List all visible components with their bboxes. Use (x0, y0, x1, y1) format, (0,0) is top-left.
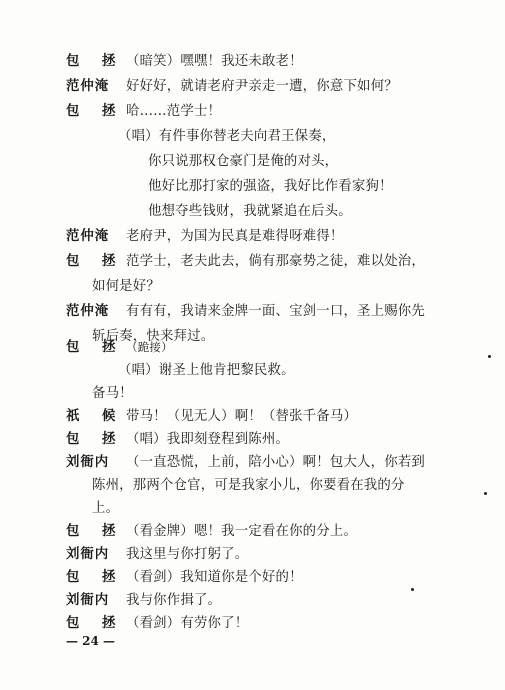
line-text: 陈州，那两个仓官，可是我家小儿，你要看在我的分 (92, 478, 405, 493)
line-text: 哈……范学士！ (126, 104, 222, 119)
continuation-line (92, 497, 119, 516)
speaker-name: 包 拯 (66, 103, 125, 119)
dialogue-line (66, 451, 425, 470)
line-text: 老府尹，为国为民真是难得呀难得！ (126, 229, 344, 244)
scan-speck (484, 492, 487, 495)
speaker-name: 包 拯 (66, 615, 125, 631)
line-text: 如何是好？ (92, 279, 160, 294)
speaker-name: 包 拯 (66, 431, 125, 447)
line-text: 你只说那权仓豪门是俺的对头， (148, 154, 339, 169)
continuation-line (92, 474, 405, 493)
line-text: 上。 (92, 501, 120, 516)
speaker-name: 包 拯 (66, 523, 125, 539)
line-text: （一直恐慌，上前，陪小心）啊！包大人，你若到 (126, 455, 425, 470)
speaker-name: 范仲淹 (66, 303, 110, 319)
speaker-name: 包 拯 (66, 53, 125, 69)
line-text: 我这里与你打躬了。 (126, 547, 249, 562)
line-text: （唱）谢圣上他肯把黎民救。 (118, 363, 295, 378)
sung-verse (148, 200, 352, 219)
scan-speck (488, 355, 491, 358)
speaker-name: 刘衙内 (66, 454, 110, 470)
continuation-line (92, 275, 160, 294)
dialogue-line (66, 250, 425, 269)
dialogue-line (66, 100, 221, 119)
speaker-name: 包 拯 (66, 253, 125, 269)
dialogue-line (66, 225, 343, 244)
scan-speck (411, 588, 414, 591)
line-text: （看剑）有劳你了！ (126, 616, 249, 631)
continuation-line (92, 382, 133, 401)
sung-verse (118, 125, 335, 144)
dialogue-line (66, 543, 248, 562)
speaker-name: 范仲淹 (66, 228, 110, 244)
speaker-name: 刘衙内 (66, 592, 110, 608)
dialogue-line (66, 520, 357, 539)
line-text: 我与你作揖了。 (126, 593, 222, 608)
line-text: 斩后奏，快来拜过。 (92, 329, 215, 344)
speaker-name: 范仲淹 (66, 78, 110, 94)
sung-verse (118, 359, 295, 378)
line-text: 他好比那打家的强盗，我好比作看家狗！ (148, 179, 393, 194)
line-text: （跪接） (126, 340, 173, 354)
line-text: 备马！ (92, 386, 133, 401)
dialogue-line (66, 50, 303, 69)
line-text: （看金牌）嗯！我一定看在你的分上。 (126, 524, 358, 539)
dialogue-line (66, 589, 221, 608)
line-text: （暗笑）嘿嘿！我还未敢老！ (126, 54, 303, 69)
line-text: 他想夺些钱财，我就紧追在后头。 (148, 204, 352, 219)
line-text: 范学士，老夫此去，倘有那豪势之徒，难以处治， (126, 254, 425, 269)
sung-verse (148, 175, 393, 194)
line-text: （唱）有件事你替老夫向君王保奏， (118, 129, 336, 144)
dialogue-line (66, 612, 248, 631)
sung-verse (148, 150, 338, 169)
line-text: 有有有，我请来金牌一面、宝剑一口，圣上赐你先 (126, 304, 425, 319)
page-number: — 24 — (66, 634, 116, 648)
speaker-name: 刘衙内 (66, 546, 110, 562)
dialogue-line (66, 566, 303, 585)
dialogue-line (66, 405, 357, 424)
line-text: 好好好，就请老府尹亲走一遭，你意下如何？ (126, 79, 398, 94)
dialogue-line (66, 336, 173, 355)
dialogue-line (66, 428, 289, 447)
line-text: 带马！（见无人）啊！（替张千备马） (126, 409, 358, 424)
speaker-name: 祇 候 (66, 408, 125, 424)
speaker-name: 包 拯 (66, 569, 125, 585)
dialogue-line (66, 300, 425, 319)
speaker-name: 包 拯 (66, 339, 125, 355)
line-text: （看剑）我知道你是个好的！ (126, 570, 303, 585)
dialogue-line (66, 75, 398, 94)
line-text: （唱）我即刻登程到陈州。 (126, 432, 290, 447)
